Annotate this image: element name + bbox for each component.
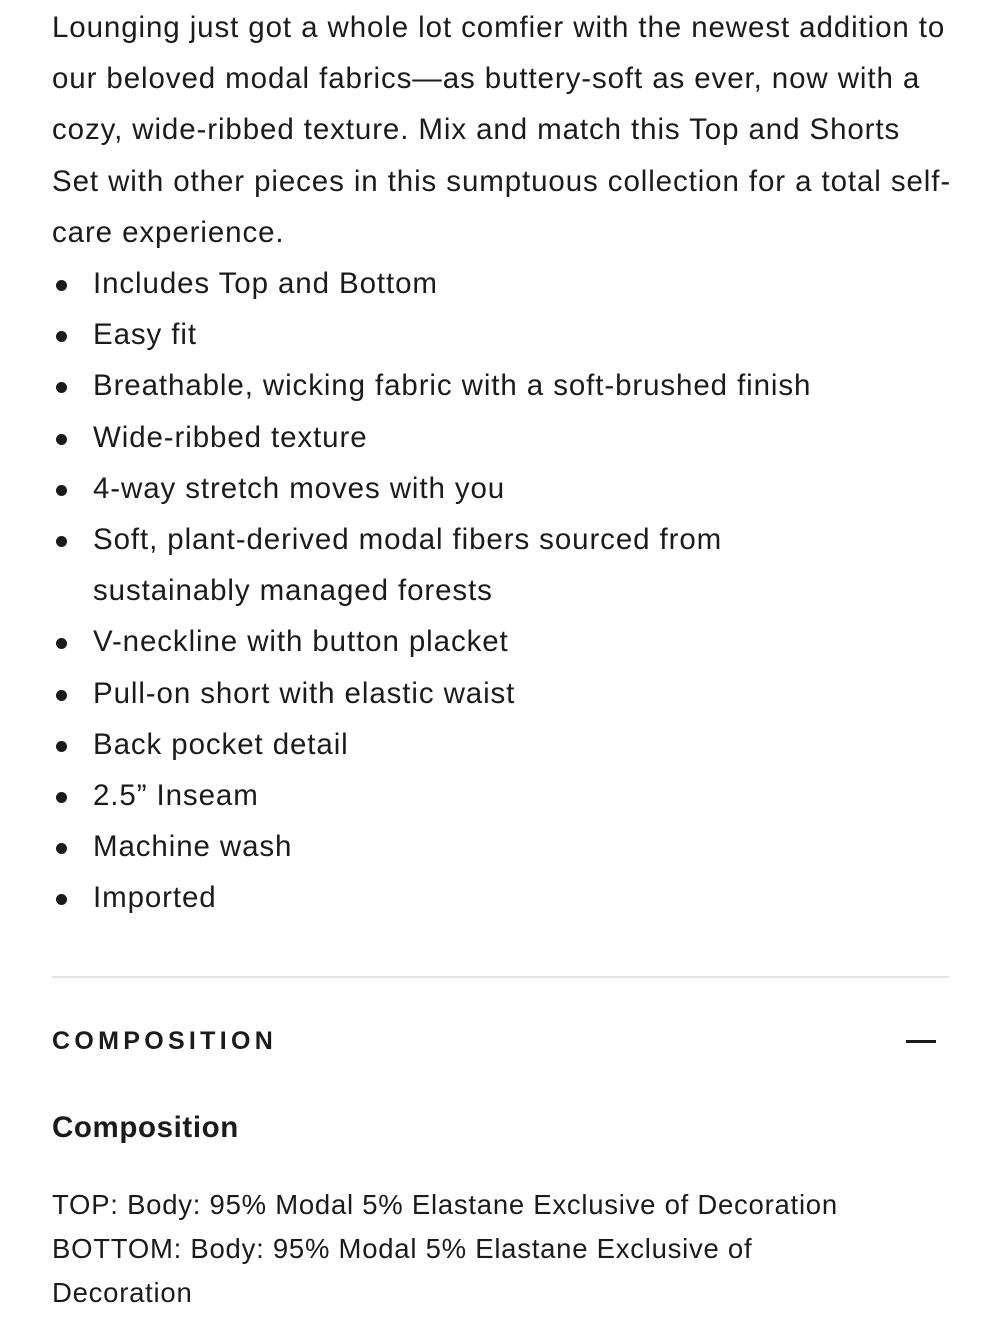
minus-icon[interactable] [906, 1040, 936, 1043]
feature-item: Back pocket detail [52, 719, 952, 770]
composition-details [52, 1183, 932, 1315]
feature-item: 2.5” Inseam [52, 770, 952, 821]
feature-item: V-neckline with button placket [52, 616, 952, 667]
composition-accordion-toggle[interactable] [52, 1018, 936, 1064]
composition-line-bottom: BOTTOM: Body: 95% Modal 5% Elastane Exclusive of Decoration [52, 1233, 753, 1308]
product-description: Lounging just got a whole lot comfier with the newest addition to our beloved modal fabrics—as buttery-soft as ever, now with a cozy, wide-ribbed texture. Mix and match this Top and Shorts Set with other pieces in this sumptuous collection for a total self-care experience. [52, 11, 952, 249]
feature-item: 4-way stretch moves with you [52, 463, 952, 514]
composition-section-title: COMPOSITION [52, 1026, 278, 1055]
feature-item: Soft, plant-derived modal fibers sourced from sustainably managed forests [52, 514, 952, 616]
feature-item: Breathable, wicking fabric with a soft-brushed finish [52, 360, 952, 411]
feature-item: Wide-ribbed texture [52, 412, 952, 463]
feature-item: Pull-on short with elastic waist [52, 668, 952, 719]
feature-list [52, 258, 952, 924]
section-divider [52, 976, 949, 978]
feature-item: Imported [52, 872, 952, 923]
feature-item: Machine wash [52, 821, 952, 872]
composition-line-top: TOP: Body: 95% Modal 5% Elastane Exclusive of Decoration [52, 1189, 838, 1220]
composition-heading: Composition [52, 1111, 239, 1144]
feature-item: Easy fit [52, 309, 952, 360]
feature-item: Includes Top and Bottom [52, 258, 952, 309]
